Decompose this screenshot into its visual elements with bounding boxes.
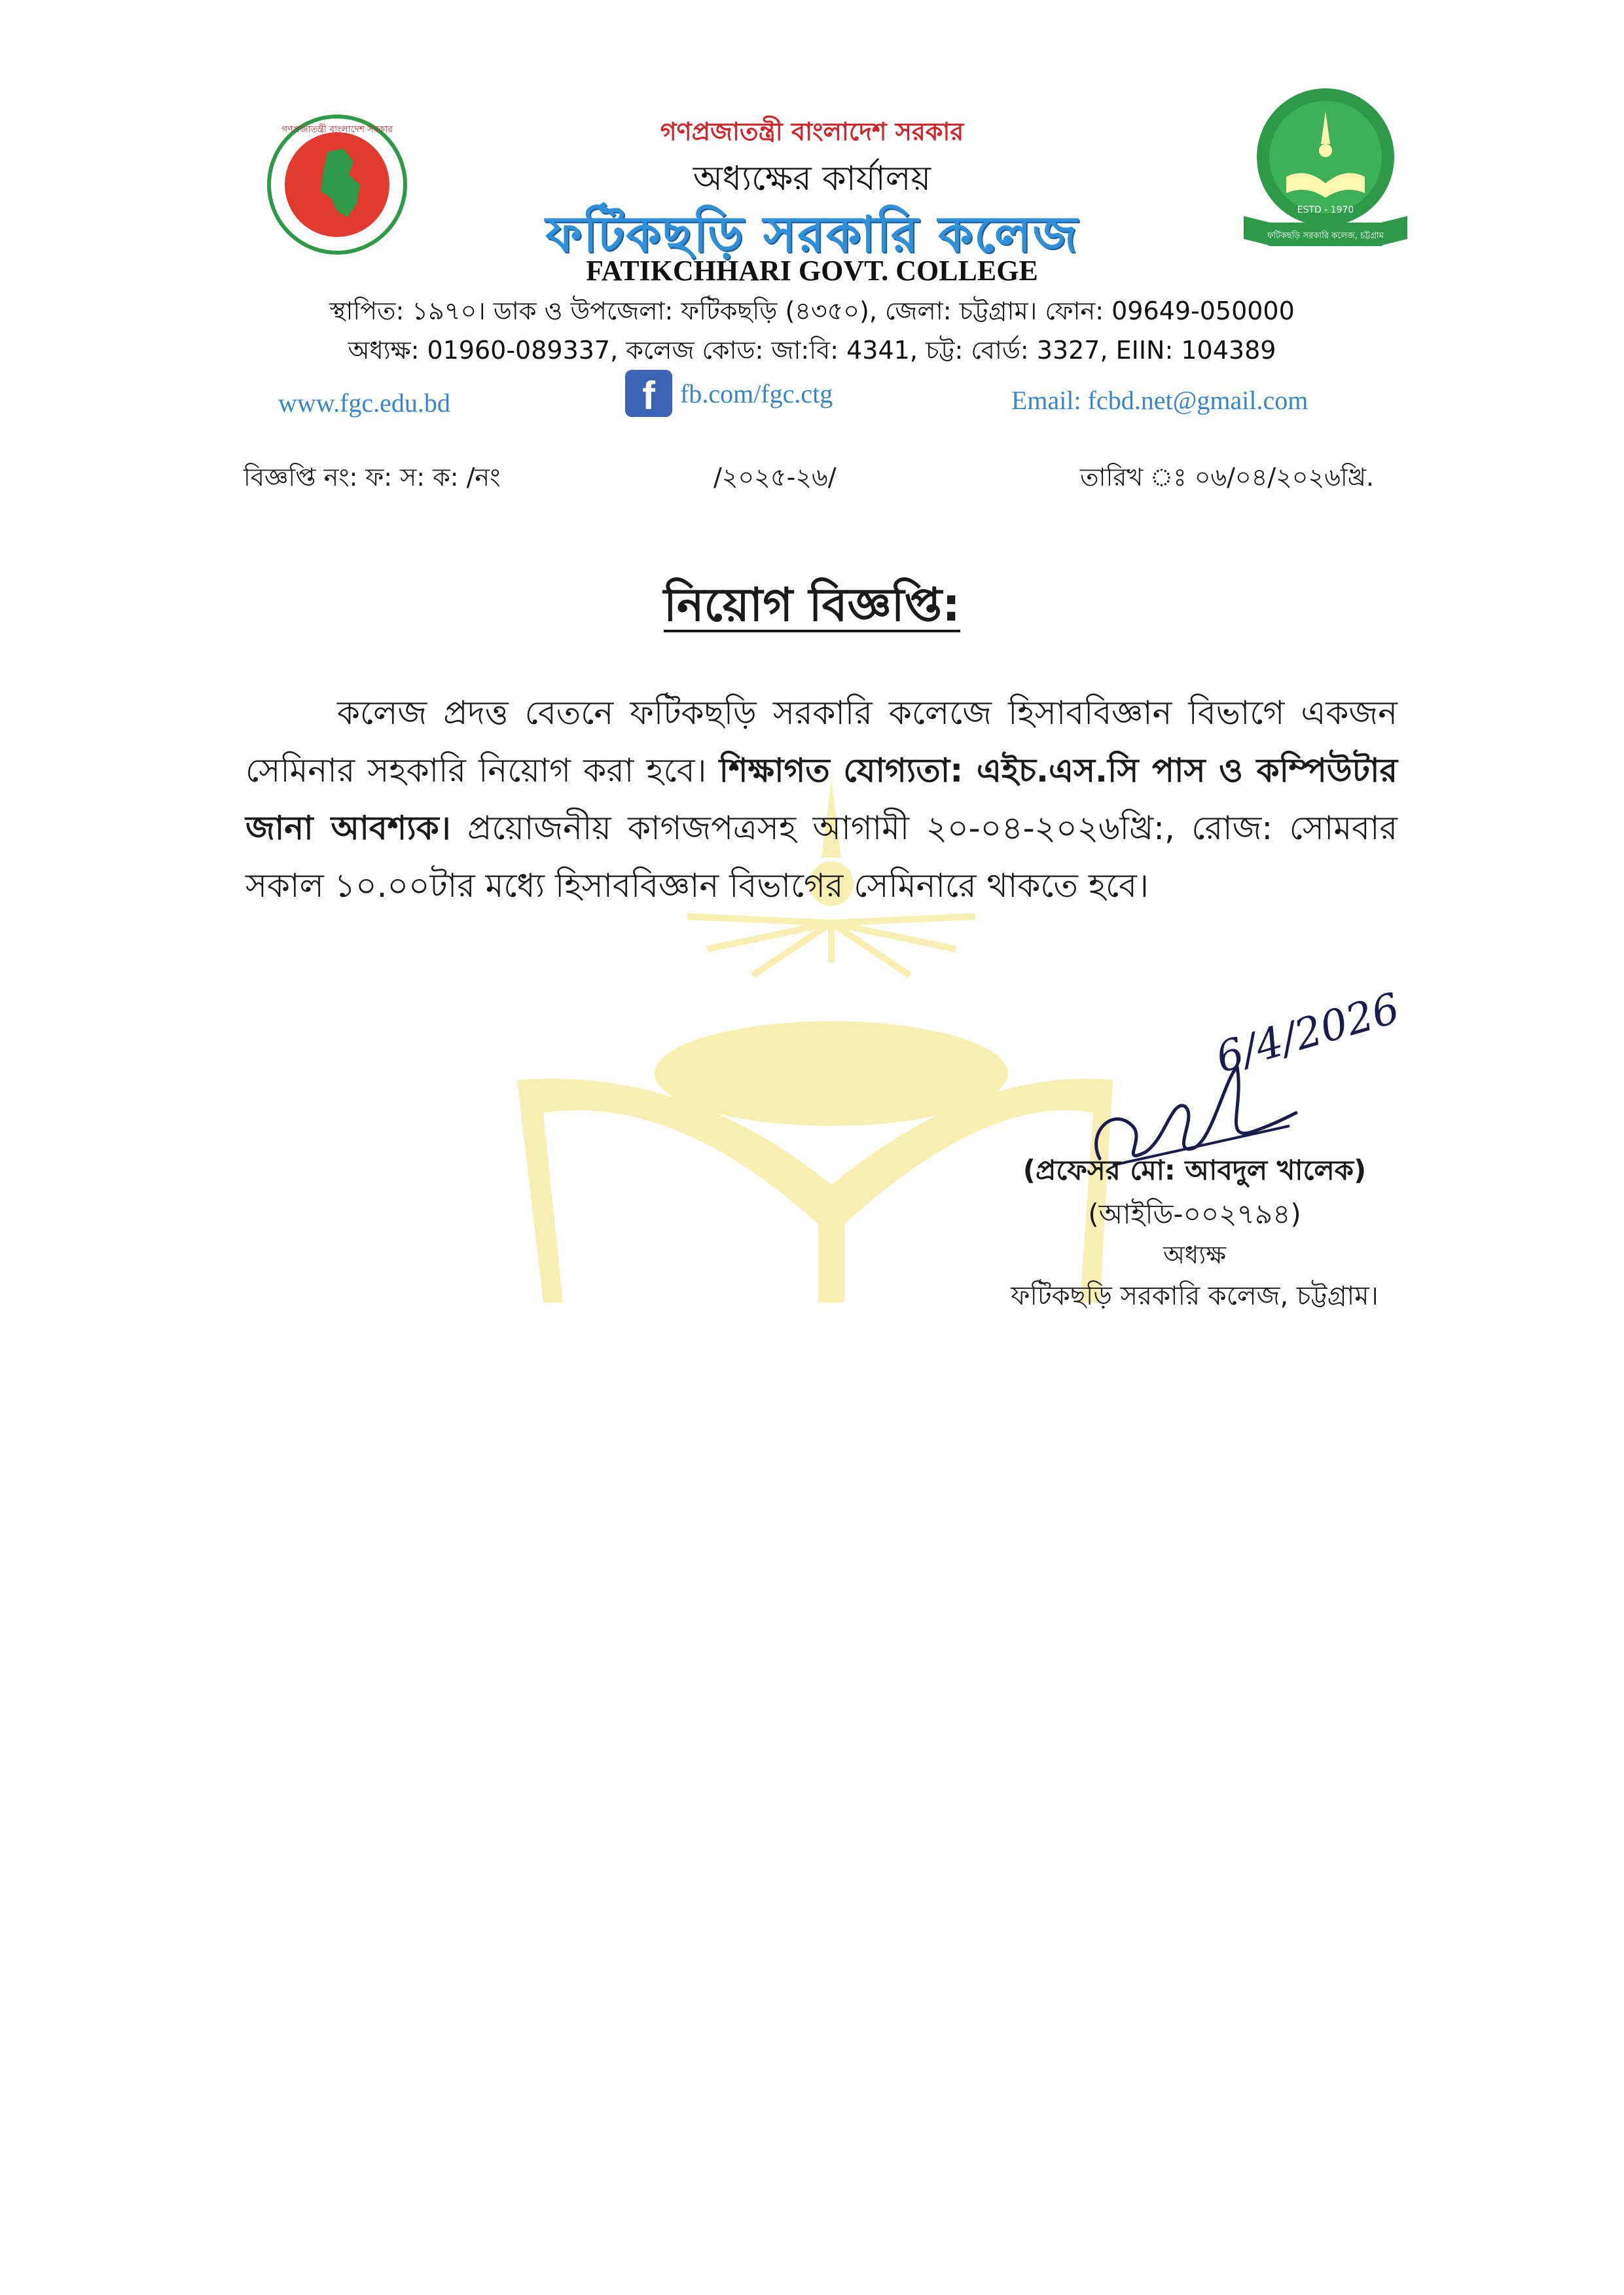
signatory-name: (প্রফেসর মো: আবদুল খালেক) <box>1022 1154 1367 1186</box>
email-link[interactable]: Email: fcbd.net@gmail.com <box>1011 386 1308 415</box>
notice-body-part-1: কলেজ প্রদত্ত বেতনে ফটিকছড়ি সরকারি কলেজে হিসাববিজ্ঞান বিভাগে একজন সেমিনার সহকারি নিয়োগ করা হবে। <box>245 694 1398 789</box>
facebook-icon: f <box>625 370 672 417</box>
office-title: অধ্যক্ষের কার্যালয় <box>693 159 931 198</box>
notice-title <box>0 569 1624 646</box>
college-info-line-2: অধ্যক্ষ: 01960-089337, কলেজ কোড: জা:বি: 4341, চট্ট: বোর্ড: 3327, EIIN: 104389 <box>348 336 1276 365</box>
memo-number: বিজ্ঞপ্তি নং: ফ: স: ক: /নং <box>244 463 501 492</box>
memo-date: তারিখ ঃ ০৬/০৪/২০২৬খ্রি. <box>1080 463 1375 492</box>
svg-text:ফটিকছড়ি সরকারি কলেজ, চট্টগ্রা: ফটিকছড়ি সরকারি কলেজ, চট্টগ্রাম <box>1267 231 1384 241</box>
notice-body <box>245 684 1398 914</box>
notice-body-part-2: প্রয়োজনীয় কাগজপত্রসহ আগামী ২০-০৪-২০২৬খ্রি:, রোজ: সোমবার সকাল ১০.০০টার মধ্যে হিসাববিজ্ঞান বিভাগের সেমিনারে থাকতে হবে। <box>245 809 1398 905</box>
signatory-designation: অধ্যক্ষ <box>1163 1240 1226 1269</box>
signatory-institution: ফটিকছড়ি সরকারি কলেজ, চট্টগ্রাম। <box>1011 1281 1379 1311</box>
memo-year: /২০২৫-২৬/ <box>713 463 837 492</box>
facebook-link[interactable] <box>625 370 833 417</box>
college-name-english: FATIKCHHARI GOVT. COLLEGE <box>586 255 1038 287</box>
college-info-line-1: স্থাপিত: ১৯৭০। ডাক ও উপজেলা: ফটিকছড়ি (৪৩৫০), জেলা: চট্টগ্রাম। ফোন: 09649-050000 <box>329 297 1295 325</box>
notice-body-qualification: শিক্ষাগত যোগ্যতা: এইচ.এস.সি পাস ও কম্পিউটার জানা আবশ্যক। <box>245 751 1398 847</box>
handwritten-date: 6/4/2026 <box>1210 984 1405 1083</box>
website-link[interactable]: www.fgc.edu.bd <box>278 388 450 418</box>
government-line: গণপ্রজাতন্ত্রী বাংলাদেশ সরকার <box>660 117 964 146</box>
svg-text:ESTD - 1970: ESTD - 1970 <box>1297 205 1354 215</box>
college-name-bangla: ফটিকছড়ি সরকারি কলেজ <box>545 205 1079 263</box>
signatory-id: (আইডি-০০২৭৯৪) <box>1088 1198 1301 1230</box>
facebook-url: fb.com/fgc.ctg <box>680 378 833 408</box>
svg-text:গণপ্রজাতন্ত্রী বাংলাদেশ সরকার: গণপ্রজাতন্ত্রী বাংলাদেশ সরকার <box>281 124 393 135</box>
notice-title-text: নিয়োগ বিজ্ঞপ্তি: <box>663 578 961 632</box>
